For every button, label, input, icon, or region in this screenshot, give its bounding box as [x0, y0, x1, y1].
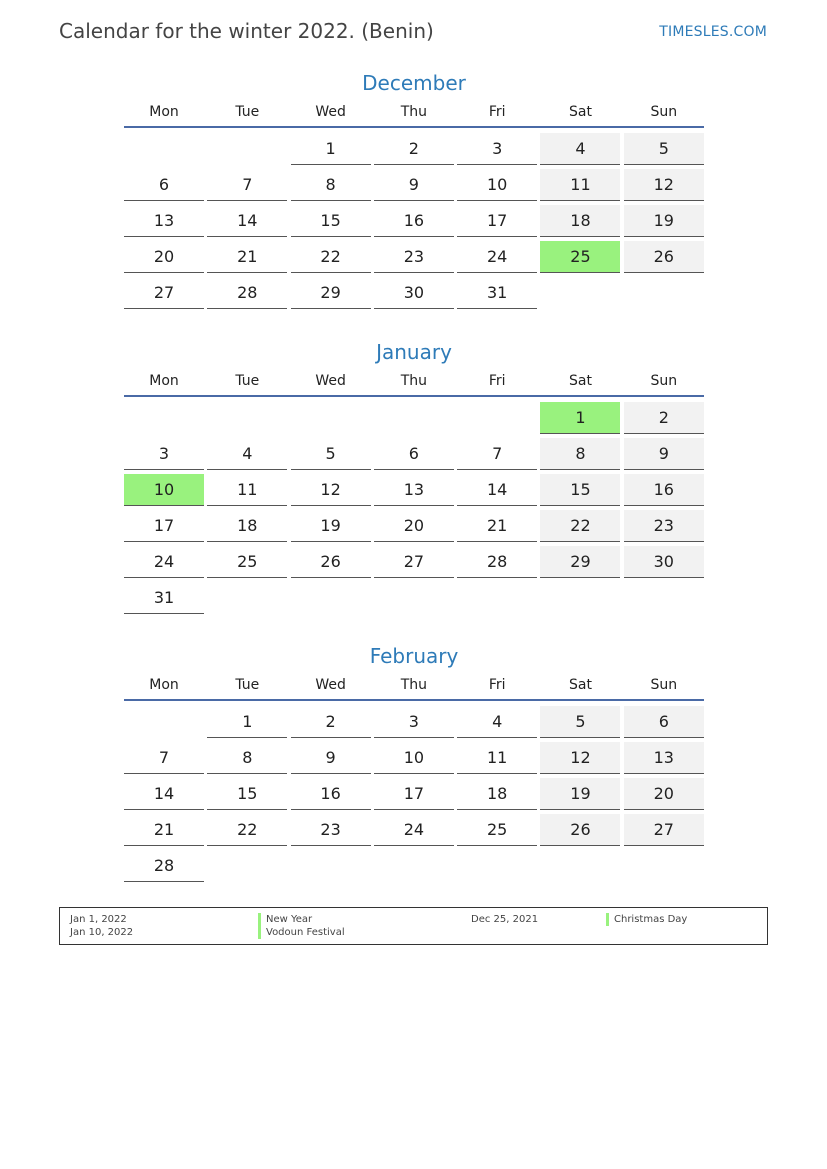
- day-cell: 9: [291, 742, 371, 774]
- day-cell: 30: [374, 277, 454, 309]
- day-cell: 27: [624, 814, 704, 846]
- day-cell: 4: [457, 706, 537, 738]
- day-cell: 16: [374, 205, 454, 237]
- week-row: [124, 133, 704, 169]
- day-cell: 17: [124, 510, 204, 542]
- weekday-label: Sat: [569, 104, 592, 120]
- day-cell: 9: [624, 438, 704, 470]
- day-cell: 25: [540, 241, 620, 273]
- legend-date: Jan 1, 2022: [70, 914, 127, 925]
- weekday-label: Sun: [650, 677, 678, 693]
- day-cell: 21: [124, 814, 204, 846]
- day-cell: 20: [624, 778, 704, 810]
- month-january: [124, 337, 704, 618]
- day-cell: 23: [624, 510, 704, 542]
- week-row: [124, 277, 704, 313]
- day-cell: 24: [124, 546, 204, 578]
- empty-day-cell: [291, 582, 371, 613]
- empty-day-cell: [624, 582, 704, 613]
- day-cell: 17: [457, 205, 537, 237]
- day-cell: 6: [624, 706, 704, 738]
- empty-day-cell: [207, 133, 287, 164]
- weekday-label: Tue: [235, 104, 260, 120]
- week-row: [124, 241, 704, 277]
- legend-holiday-name: Vodoun Festival: [258, 926, 345, 939]
- day-cell: 6: [124, 169, 204, 201]
- empty-day-cell: [124, 402, 204, 433]
- weekday-label: Thu: [400, 677, 428, 693]
- day-cell: 25: [207, 546, 287, 578]
- month-february: [124, 641, 704, 886]
- empty-day-cell: [457, 402, 537, 433]
- day-cell: 14: [124, 778, 204, 810]
- empty-day-cell: [374, 850, 454, 881]
- day-cell: 14: [207, 205, 287, 237]
- empty-day-cell: [374, 582, 454, 613]
- day-cell: 21: [457, 510, 537, 542]
- weekday-label: Fri: [488, 104, 506, 120]
- empty-day-cell: [291, 850, 371, 881]
- week-row: [124, 778, 704, 814]
- day-cell: 11: [540, 169, 620, 201]
- day-cell: 8: [207, 742, 287, 774]
- site-link[interactable]: TIMESLES.COM: [659, 24, 767, 40]
- day-cell: 1: [291, 133, 371, 165]
- day-cell: 9: [374, 169, 454, 201]
- empty-day-cell: [540, 277, 620, 308]
- month-title: December: [362, 71, 466, 95]
- day-cell: 22: [291, 241, 371, 273]
- day-cell: 1: [207, 706, 287, 738]
- weekday-header: [124, 671, 704, 701]
- day-cell: 18: [457, 778, 537, 810]
- weekday-label: Fri: [488, 677, 506, 693]
- month-december: [124, 68, 704, 313]
- day-cell: 29: [291, 277, 371, 309]
- holiday-legend: [59, 907, 768, 945]
- day-cell: 2: [624, 402, 704, 434]
- day-cell: 30: [624, 546, 704, 578]
- legend-date: Jan 10, 2022: [70, 927, 134, 938]
- weekday-label: Sat: [569, 373, 592, 389]
- empty-day-cell: [624, 850, 704, 881]
- week-row: [124, 582, 704, 618]
- legend-date: Dec 25, 2021: [471, 914, 539, 925]
- day-cell: 22: [540, 510, 620, 542]
- day-cell: 10: [457, 169, 537, 201]
- day-cell: 22: [207, 814, 287, 846]
- week-row: [124, 706, 704, 742]
- day-cell: 24: [457, 241, 537, 273]
- weekday-label: Mon: [149, 373, 179, 389]
- week-row: [124, 205, 704, 241]
- weekday-label: Mon: [149, 677, 179, 693]
- day-cell: 15: [207, 778, 287, 810]
- day-cell: 24: [374, 814, 454, 846]
- weekday-label: Sun: [650, 373, 678, 389]
- weekday-label: Wed: [315, 373, 346, 389]
- day-cell: 5: [540, 706, 620, 738]
- weekday-label: Thu: [400, 104, 428, 120]
- week-row: [124, 438, 704, 474]
- week-row: [124, 850, 704, 886]
- day-cell: 3: [374, 706, 454, 738]
- weekday-header: [124, 98, 704, 128]
- day-cell: 28: [457, 546, 537, 578]
- day-cell: 8: [540, 438, 620, 470]
- day-cell: 10: [374, 742, 454, 774]
- empty-day-cell: [291, 402, 371, 433]
- empty-day-cell: [540, 582, 620, 613]
- day-cell: 16: [624, 474, 704, 506]
- day-cell: 23: [374, 241, 454, 273]
- empty-day-cell: [207, 582, 287, 613]
- day-cell: 15: [291, 205, 371, 237]
- weekday-label: Wed: [315, 677, 346, 693]
- day-cell: 26: [291, 546, 371, 578]
- day-cell: 28: [124, 850, 204, 882]
- day-cell: 3: [457, 133, 537, 165]
- week-row: [124, 474, 704, 510]
- day-cell: 20: [374, 510, 454, 542]
- day-cell: 12: [291, 474, 371, 506]
- day-cell: 8: [291, 169, 371, 201]
- day-cell: 19: [624, 205, 704, 237]
- day-cell: 26: [624, 241, 704, 273]
- day-cell: 17: [374, 778, 454, 810]
- day-cell: 27: [124, 277, 204, 309]
- day-cell: 3: [124, 438, 204, 470]
- week-row: [124, 510, 704, 546]
- week-row: [124, 814, 704, 850]
- weeks: [124, 128, 704, 313]
- empty-day-cell: [457, 850, 537, 881]
- day-cell: 7: [457, 438, 537, 470]
- day-cell: 13: [374, 474, 454, 506]
- day-cell: 10: [124, 474, 204, 506]
- weekday-label: Sat: [569, 677, 592, 693]
- day-cell: 16: [291, 778, 371, 810]
- day-cell: 5: [624, 133, 704, 165]
- day-cell: 28: [207, 277, 287, 309]
- day-cell: 5: [291, 438, 371, 470]
- day-cell: 4: [207, 438, 287, 470]
- day-cell: 20: [124, 241, 204, 273]
- empty-day-cell: [207, 850, 287, 881]
- day-cell: 13: [624, 742, 704, 774]
- weeks: [124, 701, 704, 886]
- empty-day-cell: [207, 402, 287, 433]
- day-cell: 6: [374, 438, 454, 470]
- day-cell: 13: [124, 205, 204, 237]
- day-cell: 4: [540, 133, 620, 165]
- weekday-label: Tue: [235, 373, 260, 389]
- month-title: February: [369, 644, 459, 668]
- day-cell: 21: [207, 241, 287, 273]
- week-row: [124, 402, 704, 438]
- empty-day-cell: [124, 133, 204, 164]
- day-cell: 12: [624, 169, 704, 201]
- empty-day-cell: [624, 277, 704, 308]
- day-cell: 14: [457, 474, 537, 506]
- day-cell: 11: [457, 742, 537, 774]
- day-cell: 2: [374, 133, 454, 165]
- day-cell: 18: [207, 510, 287, 542]
- day-cell: 31: [457, 277, 537, 309]
- day-cell: 31: [124, 582, 204, 614]
- day-cell: 29: [540, 546, 620, 578]
- empty-day-cell: [374, 402, 454, 433]
- weekday-label: Wed: [315, 104, 346, 120]
- day-cell: 25: [457, 814, 537, 846]
- day-cell: 2: [291, 706, 371, 738]
- week-row: [124, 169, 704, 205]
- day-cell: 12: [540, 742, 620, 774]
- page-title: Calendar for the winter 2022. (Benin): [59, 19, 434, 43]
- legend-holiday-name: New Year: [258, 913, 312, 926]
- day-cell: 15: [540, 474, 620, 506]
- empty-day-cell: [540, 850, 620, 881]
- day-cell: 7: [124, 742, 204, 774]
- day-cell: 18: [540, 205, 620, 237]
- day-cell: 7: [207, 169, 287, 201]
- day-cell: 27: [374, 546, 454, 578]
- day-cell: 19: [540, 778, 620, 810]
- day-cell: 23: [291, 814, 371, 846]
- weeks: [124, 397, 704, 618]
- empty-day-cell: [124, 706, 204, 737]
- weekday-label: Thu: [400, 373, 428, 389]
- month-title: January: [376, 340, 452, 364]
- weekday-header: [124, 367, 704, 397]
- week-row: [124, 546, 704, 582]
- empty-day-cell: [457, 582, 537, 613]
- weekday-label: Fri: [488, 373, 506, 389]
- week-row: [124, 742, 704, 778]
- legend-holiday-name: Christmas Day: [606, 913, 687, 926]
- day-cell: 26: [540, 814, 620, 846]
- day-cell: 1: [540, 402, 620, 434]
- day-cell: 11: [207, 474, 287, 506]
- weekday-label: Tue: [235, 677, 260, 693]
- weekday-label: Mon: [149, 104, 179, 120]
- weekday-label: Sun: [650, 104, 678, 120]
- day-cell: 19: [291, 510, 371, 542]
